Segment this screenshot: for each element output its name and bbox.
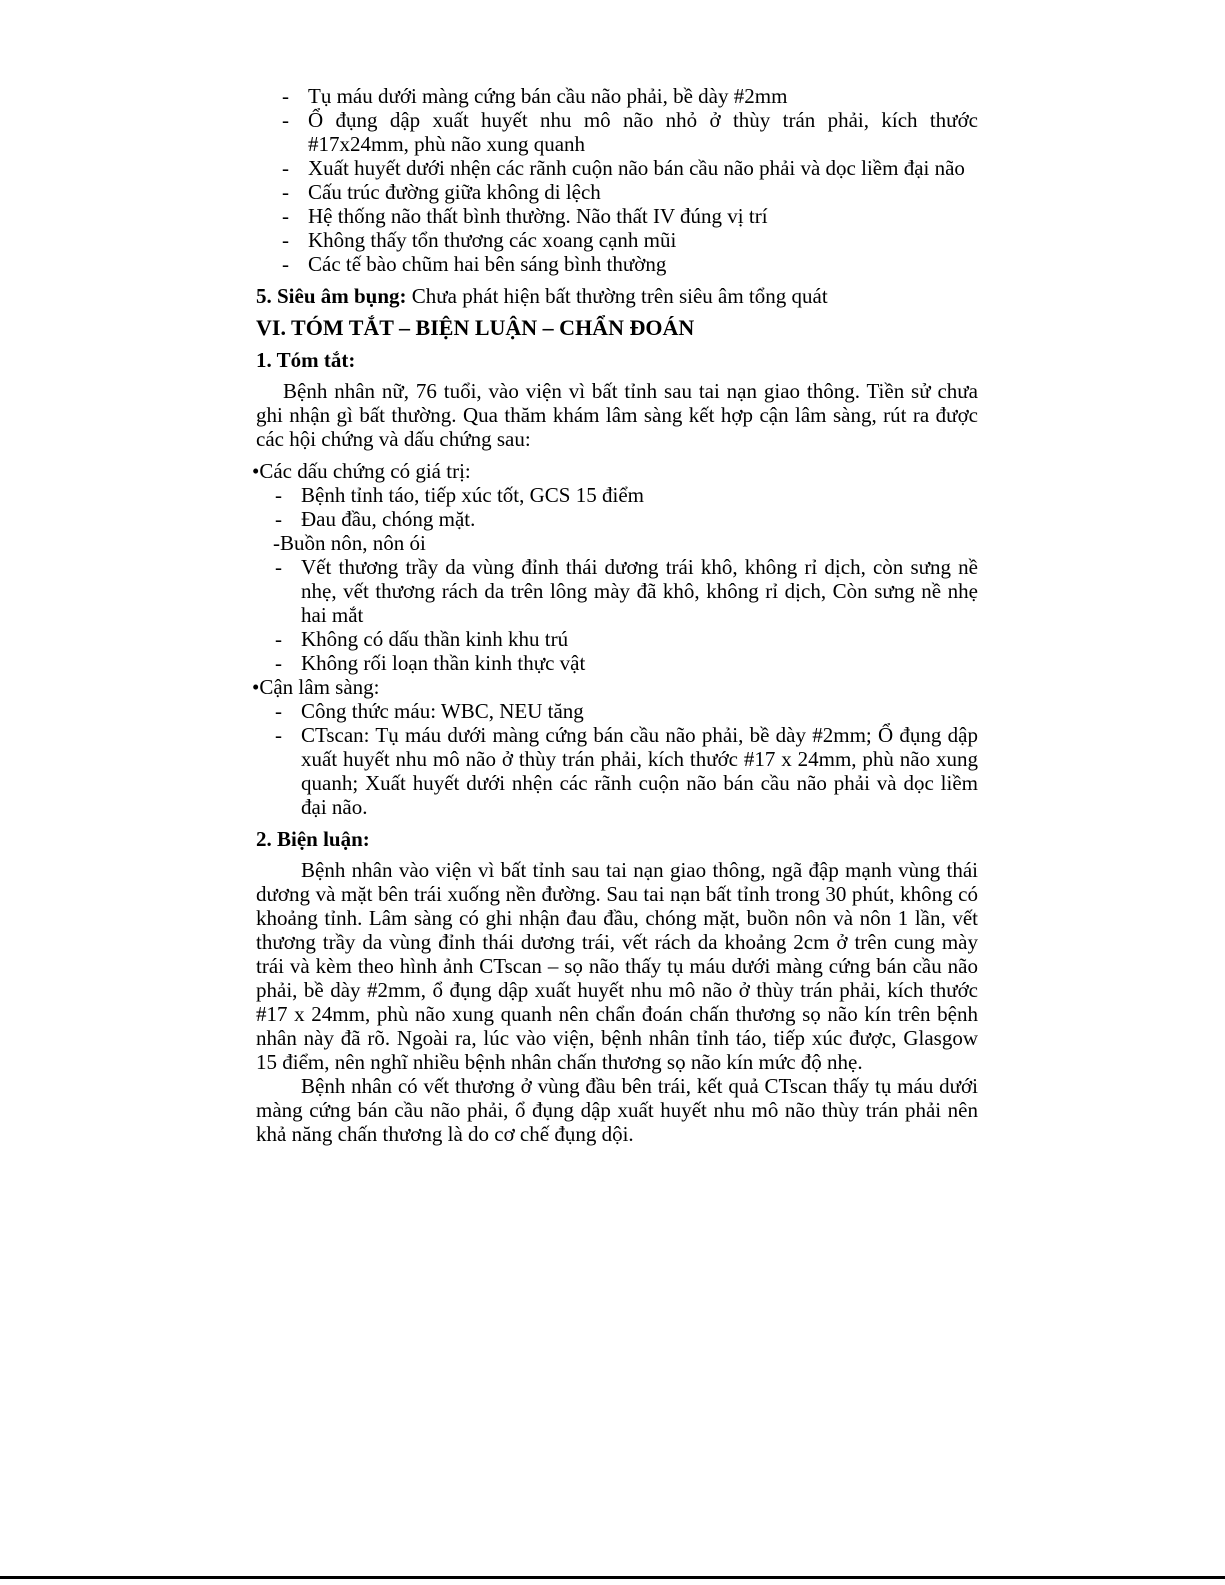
dash-bullet: - [275, 483, 282, 507]
list-item [256, 228, 978, 252]
signs-list-continued [256, 555, 978, 675]
list-item-text: Ổ đụng dập xuất huyết nhu mô não nhỏ ở thùy trán phải, kích thước #17x24mm, phù não xung quanh [308, 108, 978, 156]
list-item [256, 555, 978, 627]
list-item-text: Không rối loạn thần kinh thực vật [301, 651, 586, 675]
dash-bullet: - [275, 651, 282, 675]
labs-heading: •Cận lâm sàng: [252, 675, 380, 699]
discussion-paragraph-2: Bệnh nhân có vết thương ở vùng đầu bên trái, kết quả CTscan thấy tụ máu dưới màng cứng bán cầu não phải, ổ đụng dập xuất huyết nhu mô não thùy trán phải nên khả năng chấn thương là do cơ chế đụng dội. [256, 1074, 978, 1146]
list-item [256, 84, 978, 108]
discussion-heading: 2. Biện luận: [256, 827, 370, 851]
dash-bullet: - [275, 555, 282, 579]
dash-bullet: - [282, 204, 289, 228]
list-item-text: Bệnh tỉnh táo, tiếp xúc tốt, GCS 15 điểm [301, 483, 644, 507]
list-item [256, 627, 978, 651]
list-item [256, 723, 978, 819]
list-item [256, 252, 978, 276]
list-item-text: Vết thương trầy da vùng đỉnh thái dương trái khô, không rỉ dịch, còn sưng nề nhẹ, vết thương rách da trên lông mày đã khô, không rỉ dịch, Còn sưng nề nhẹ hai mắt [301, 555, 978, 627]
dash-bullet: - [275, 627, 282, 651]
list-item-text: CTscan: Tụ máu dưới màng cứng bán cầu não phải, bề dày #2mm; Ổ đụng dập xuất huyết nhu mô não ở thùy trán phải, kích thước #17 x 24mm, phù não xung quanh; Xuất huyết dưới nhện các rãnh cuộn não bán cầu não phải và dọc liềm đại não. [301, 723, 978, 819]
summary-heading: 1. Tóm tắt: [256, 348, 356, 372]
list-item [256, 699, 978, 723]
list-item-text: Đau đầu, chóng mặt. [301, 507, 476, 531]
signs-plain-item: -Buồn nôn, nôn ói [273, 531, 426, 555]
list-item-text: Các tế bào chũm hai bên sáng bình thường [308, 252, 667, 276]
ultrasound-line [256, 284, 978, 308]
list-item-text: Không thấy tổn thương các xoang cạnh mũi [308, 228, 677, 252]
list-item-text: Tụ máu dưới màng cứng bán cầu não phải, bề dày #2mm [308, 84, 788, 108]
dash-bullet: - [282, 180, 289, 204]
list-item [256, 507, 978, 531]
dash-bullet: - [282, 156, 289, 180]
list-item-text: Xuất huyết dưới nhện các rãnh cuộn não bán cầu não phải và dọc liềm đại não [308, 156, 965, 180]
dash-bullet: - [282, 108, 289, 132]
dash-bullet: - [275, 723, 282, 747]
dash-bullet: - [282, 84, 289, 108]
list-item [256, 651, 978, 675]
labs-list [256, 699, 978, 819]
ultrasound-label: 5. Siêu âm bụng: [256, 284, 407, 308]
signs-heading: •Các dấu chứng có giá trị: [252, 459, 471, 483]
dash-bullet: - [282, 228, 289, 252]
list-item [256, 483, 978, 507]
ultrasound-text: Chưa phát hiện bất thường trên siêu âm tổng quát [406, 284, 828, 308]
list-item [256, 180, 978, 204]
summary-intro: Bệnh nhân nữ, 76 tuổi, vào viện vì bất tỉnh sau tai nạn giao thông. Tiền sử chưa ghi nhận gì bất thường. Qua thăm khám lâm sàng kết hợp cận lâm sàng, rút ra được các hội chứng và dấu chứng sau: [256, 379, 978, 451]
dash-bullet: - [282, 252, 289, 276]
signs-list [256, 483, 978, 531]
page-bottom-border [0, 1576, 1225, 1579]
list-item [256, 156, 978, 180]
list-item [256, 204, 978, 228]
list-item-text: Công thức máu: WBC, NEU tăng [301, 699, 584, 723]
list-item-text: Không có dấu thần kinh khu trú [301, 627, 569, 651]
document-page [252, 84, 978, 1146]
list-item-text: Cấu trúc đường giữa không di lệch [308, 180, 601, 204]
section-title: VI. TÓM TẮT – BIỆN LUẬN – CHẨN ĐOÁN [256, 315, 695, 340]
ct-findings-list [256, 84, 978, 276]
dash-bullet: - [275, 699, 282, 723]
discussion-paragraph-1: Bệnh nhân vào viện vì bất tỉnh sau tai nạn giao thông, ngã đập mạnh vùng thái dương và mặt bên trái xuống nền đường. Sau tai nạn bất tỉnh trong 30 phút, không có khoảng tỉnh. Lâm sàng có ghi nhận đau đầu, chóng mặt, buồn nôn và nôn 1 lần, vết thương trầy da vùng đỉnh thái dương trái, vết rách da khoảng 2cm ở trên cung mày trái và kèm theo hình ảnh CTscan – sọ não thấy tụ máu dưới màng cứng bán cầu não phải, bề dày #2mm, ổ đụng dập xuất huyết nhu mô não ở thùy trán phải, kích thước #17 x 24mm, phù não xung quanh nên chẩn đoán chấn thương sọ não kín trên bệnh nhân này đã rõ. Ngoài ra, lúc vào viện, bệnh nhân tỉnh táo, tiếp xúc được, Glasgow 15 điểm, nên nghĩ nhiều bệnh nhân chấn thương sọ não kín mức độ nhẹ. [256, 858, 978, 1074]
list-item-text: Hệ thống não thất bình thường. Não thất IV đúng vị trí [308, 204, 768, 228]
dash-bullet: - [275, 507, 282, 531]
list-item [256, 108, 978, 156]
